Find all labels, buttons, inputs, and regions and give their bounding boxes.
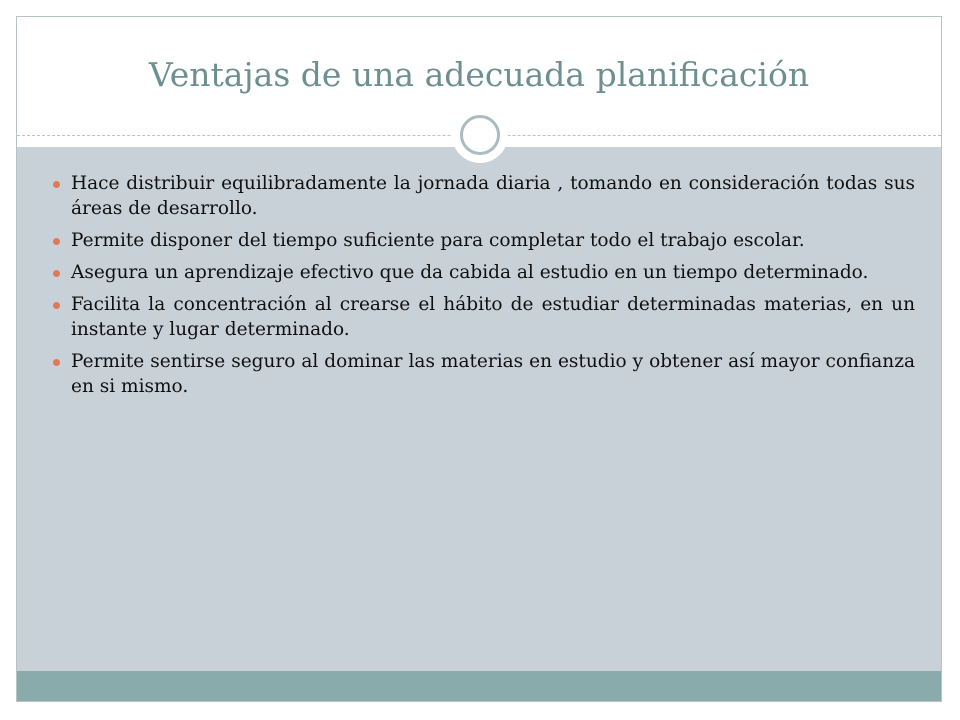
list-item bbox=[53, 349, 915, 399]
bullet-dot-icon bbox=[53, 181, 60, 188]
list-item bbox=[53, 171, 915, 221]
bullet-dot-icon bbox=[53, 359, 60, 366]
ornament-ring bbox=[460, 115, 500, 155]
bullet-text: Permite sentirse seguro al dominar las materias en estudio y obtener así mayor confianza en si mismo. bbox=[71, 351, 915, 397]
bullet-text: Asegura un aprendizaje efectivo que da cabida al estudio en un tiempo determinado. bbox=[71, 262, 869, 283]
list-item bbox=[53, 260, 915, 285]
bullet-text: Hace distribuir equilibradamente la jornada diaria , tomando en consideración todas sus áreas de desarrollo. bbox=[71, 173, 915, 219]
list-item bbox=[53, 228, 915, 253]
list-item bbox=[53, 292, 915, 342]
slide bbox=[16, 16, 942, 702]
bullet-text: Facilita la concentración al crearse el hábito de estudiar determinadas materias, en un instante y lugar determinado. bbox=[71, 294, 915, 340]
bullet-text: Permite disponer del tiempo suficiente para completar todo el trabajo escolar. bbox=[71, 230, 805, 251]
bullet-list bbox=[53, 171, 915, 406]
bullet-dot-icon bbox=[53, 302, 60, 309]
bullet-dot-icon bbox=[53, 270, 60, 277]
circle-ornament-icon bbox=[452, 107, 508, 163]
bullet-dot-icon bbox=[53, 238, 60, 245]
footer-bar bbox=[17, 671, 941, 702]
slide-title: Ventajas de una adecuada planificación bbox=[148, 55, 810, 94]
